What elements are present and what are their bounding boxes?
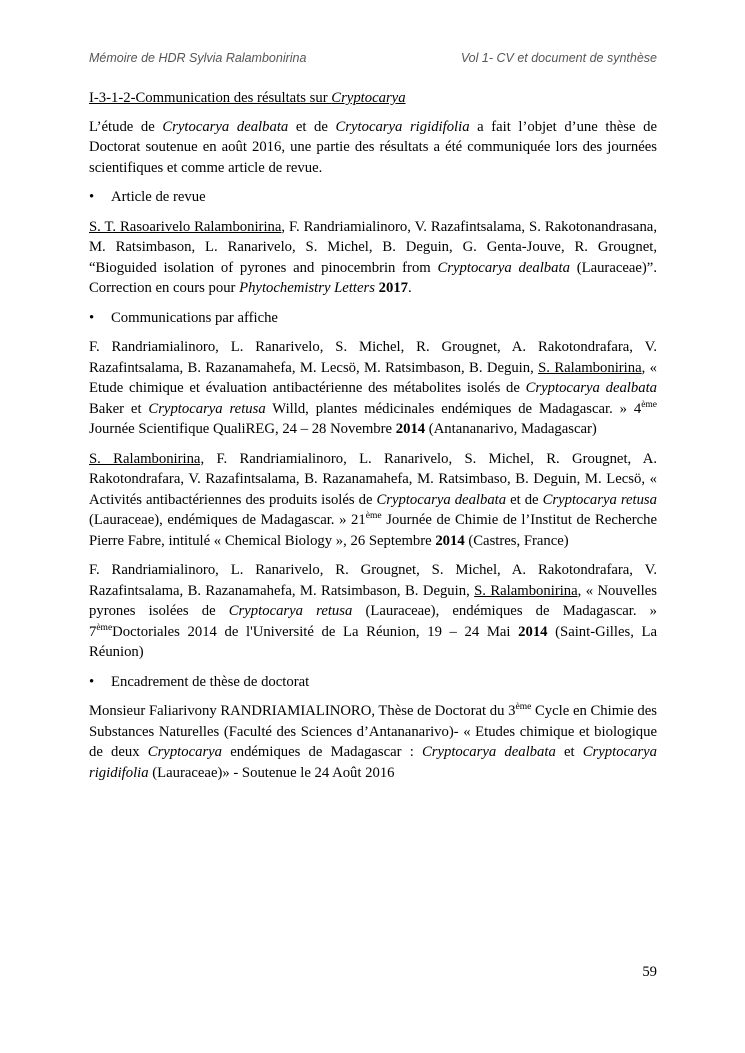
- document-body: [89, 88, 657, 792]
- poster-text: (Lauraceae), endémiques de Madagascar. » 7: [89, 603, 657, 640]
- ordinal-superscript: ème: [641, 399, 658, 410]
- poster-entry-3: [89, 560, 657, 663]
- thesis-text: endémiques de Madagascar :: [222, 744, 422, 760]
- article-text: , F. Randriamialinoro, V. Razafintsalama, S. Rakotonandrasana, M. Ratsimbason, L. Ranarivelo, S. Michel, B. Deguin, G. Genta-Jouve, R. Grougnet, “Bioguided isolation of pyrones and pinocembrin from: [89, 218, 657, 276]
- review-article-entry: [89, 217, 657, 299]
- species-name: Cryptocarya dealbata: [376, 491, 507, 508]
- intro-text: et de: [288, 118, 336, 135]
- poster-text: « Nouvelles pyrones isolées de: [89, 582, 657, 619]
- ordinal-superscript: ème: [365, 511, 382, 521]
- bullet-label: Communications par affiche: [111, 309, 278, 326]
- section-title-genus: Cryptocarya: [331, 90, 406, 106]
- poster-text: Baker et: [89, 400, 149, 417]
- species-name: Cryptocarya dealbata: [525, 380, 658, 396]
- bullet-dot-icon: •: [89, 309, 95, 326]
- article-text: .: [408, 280, 412, 296]
- section-title-text: I-3-1-2-Communication des résultats sur: [89, 90, 332, 106]
- poster-text: Doctoriales 2014 de l'Université de La Réunion, 19 – 24 Mai: [112, 623, 519, 640]
- author-highlight: S. Ralambonirina,: [89, 450, 205, 467]
- author-highlight: S. T. Rasoarivelo Ralambonirina: [89, 218, 282, 235]
- poster-text: , « Etude chimique et évaluation antibactérienne des métabolites isolés de: [89, 359, 657, 396]
- genus-name: Cryptocarya: [147, 744, 223, 760]
- poster-text: F. Randriamialinoro, L. Ranarivelo, R. Grougnet, S. Michel, A. Rakotondrafara, V. Razafintsalama, B. Razanamahefa, M. Ratsimbason, B. Deguin,: [89, 562, 657, 599]
- thesis-entry: [89, 701, 657, 783]
- ordinal-superscript: ème: [515, 702, 532, 712]
- publication-year: 2017: [378, 280, 408, 296]
- poster-year: 2014: [395, 421, 426, 437]
- poster-text: Journée Scientifique QualiREG, 24 – 28 Novembre: [89, 421, 396, 437]
- author-highlight: S. Ralambonirina: [538, 359, 642, 376]
- thesis-text: (Lauraceae)» - Soutenue le 24 Août 2016: [148, 764, 395, 781]
- bullet-label: Encadrement de thèse de doctorat: [111, 673, 310, 690]
- intro-text: a fait l’objet d’une thèse de Doctorat soutenue en août 2016, une partie des résultats a été communiquée lors des journées scientifiques et comme article de revue.: [89, 118, 657, 176]
- species-name: Crytocarya dealbata: [162, 118, 289, 135]
- poster-text: Willd, plantes médicinales endémiques de Madagascar. » 4: [265, 400, 642, 417]
- thesis-text: et: [555, 744, 583, 760]
- bullet-label: Article de revue: [111, 189, 206, 205]
- bullet-dot-icon: •: [89, 189, 95, 205]
- bullet-thesis-supervision: [89, 672, 657, 693]
- intro-paragraph: [89, 117, 657, 179]
- poster-text: (Lauraceae), endémiques de Madagascar. » 21: [89, 512, 366, 528]
- species-name: Crytocarya rigidifolia: [335, 118, 470, 135]
- poster-year: 2014: [435, 532, 465, 549]
- poster-entry-1: [89, 337, 657, 440]
- species-name: Cryptocarya retusa: [228, 603, 353, 619]
- poster-text: Journée de Chimie de l’Institut de Recherche Pierre Fabre, intitulé « Chemical Biology », 26 Septembre: [89, 512, 657, 549]
- species-name: Cryptocarya dealbata: [437, 259, 570, 276]
- species-name: Cryptocarya retusa: [542, 491, 657, 508]
- poster-text: (Castres, France): [464, 532, 569, 549]
- poster-text: F. Randriamialinoro, L. Ranarivelo, S. Michel, R. Grougnet, A. Rakotondrafara, V. Razafintsalama, B. Razanamahefa, M. Ratsimbaso, B. Deguin, M. Lecsö, « Activités antibactériennes des produits isolés de: [89, 450, 657, 508]
- author-highlight: S. Ralambonirina,: [474, 582, 582, 599]
- species-name: Cryptocarya dealbata: [421, 744, 556, 760]
- poster-text: (Saint-Gilles, La Réunion): [89, 623, 657, 660]
- poster-text: (Antananarivo, Madagascar): [425, 421, 597, 437]
- bullet-review-article: [89, 187, 657, 208]
- poster-text: et de: [506, 491, 543, 508]
- article-text: (Lauraceae)”. Correction en cours pour: [89, 259, 657, 296]
- page-number: 59: [642, 964, 657, 980]
- bullet-posters: [89, 308, 657, 329]
- poster-entry-2: [89, 449, 657, 552]
- species-name: Cryptocarya rigidifolia: [89, 744, 658, 781]
- species-name: Cryptocarya retusa: [148, 400, 266, 417]
- thesis-text: Monsieur Faliarivony RANDRIAMIALINORO, Thèse de Doctorat du 3: [89, 703, 516, 719]
- header-left-title: Mémoire de HDR Sylvia Ralambonirina: [89, 51, 307, 65]
- section-title: [89, 88, 657, 109]
- bullet-dot-icon: •: [89, 673, 95, 690]
- ordinal-superscript: ème: [96, 622, 113, 633]
- journal-name: Phytochemistry Letters: [239, 280, 375, 296]
- poster-text: F. Randriamialinoro, L. Ranarivelo, S. Michel, R. Grougnet, A. Rakotondrafara, V. Razafintsalama, B. Razanamahefa, M. Lecsö, M. Ratsimbason, B. Deguin,: [89, 339, 657, 376]
- intro-text: L’étude de: [89, 118, 163, 135]
- poster-year: 2014: [518, 623, 548, 640]
- header-right-title: Vol 1- CV et document de synthèse: [460, 51, 657, 65]
- thesis-text: Cycle en Chimie des Substances Naturelles (Faculté des Sciences d’Antananarivo)- « Etudes chimique et biologique de deux: [89, 703, 658, 760]
